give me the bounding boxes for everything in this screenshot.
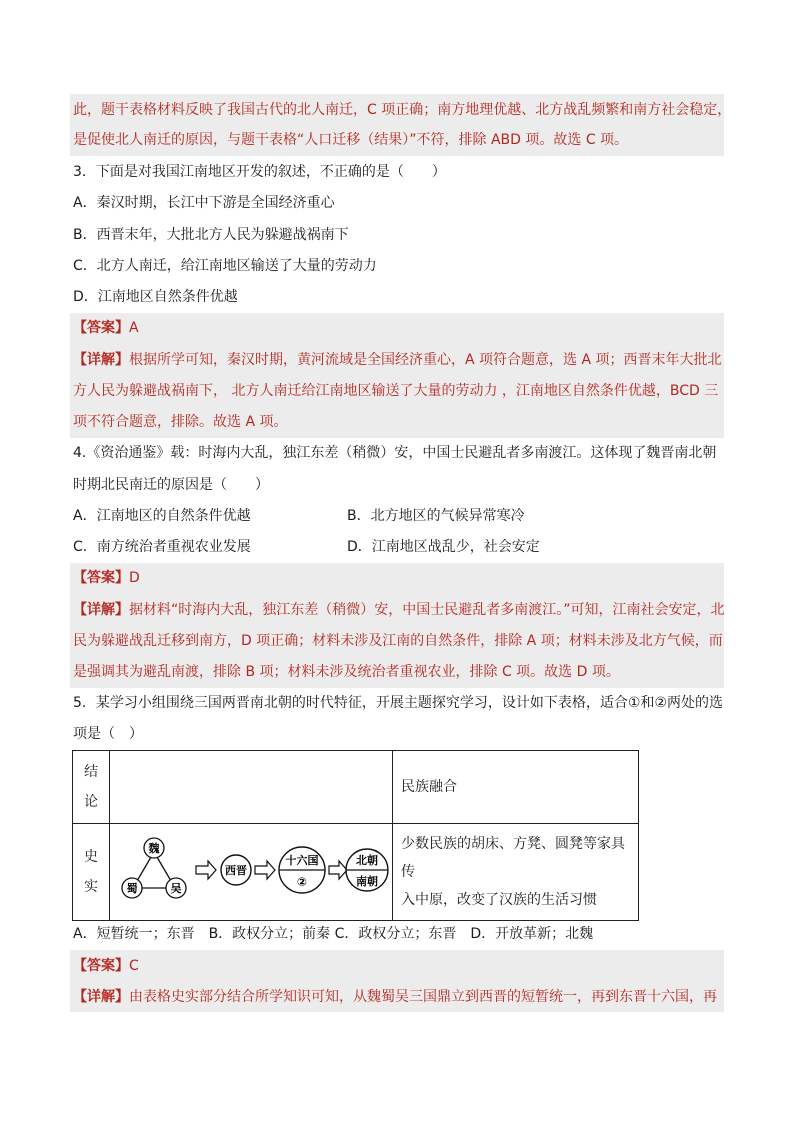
detail-text: 由表格史实部分结合所学知识可知，从魏蜀吴三国鼎立到西晋的短暂统一，再到东晋十六国，再	[129, 989, 717, 1005]
row-head-conclusion	[73, 751, 110, 824]
answer-value: C	[129, 958, 139, 974]
q4-answer	[73, 568, 140, 588]
q3-answer	[73, 318, 139, 338]
prev-explanation-line: 此，题干表格材料反映了我国古代的北人南迁，C 项正确；南方地理优越、北方战乱频繁和南方社会稳定，	[73, 102, 732, 118]
q5-options: A．短暂统一；东晋 B．政权分立；前秦 C．政权分立；东晋 D．开放革新；北魏	[73, 926, 594, 942]
wu-label: 吴	[170, 882, 182, 895]
detail-tag: 【详解】	[73, 602, 129, 618]
table-row-conclusion	[73, 751, 639, 824]
q4-detail-line	[73, 600, 725, 620]
row-head-facts	[73, 824, 110, 921]
question-5-stem: 项是（ ）	[73, 726, 143, 742]
answer-tag: 【答案】	[73, 958, 129, 974]
q4-option-b: B．北方地区的气候异常寒冷	[347, 508, 525, 524]
shiliuguo-label: 十六国	[285, 854, 319, 867]
facts-cell	[393, 824, 639, 921]
q3-detail-line	[73, 350, 722, 370]
q5-table	[72, 750, 639, 921]
arrow-icon	[196, 861, 216, 879]
row-head-char: 结	[84, 764, 98, 780]
answer-tag: 【答案】	[73, 570, 129, 586]
q3-option-c: C．北方人南迁，给江南地区输送了大量的劳动力	[73, 258, 377, 274]
q4-detail-line: 民为躲避战乱迁移到南方，D 项正确；材料未涉及江南的自然条件，排除 A 项；材料未涉及北方气候，而	[73, 633, 723, 649]
q3-option-a: A．秦汉时期，长江中下游是全国经济重心	[73, 195, 335, 211]
question-4-stem: 4.《资治通鉴》载：时海内大乱，独江东差（稍微）安，中国士民避乱者多南渡江。这体现了魏晋南北朝	[73, 445, 717, 461]
answer-tag: 【答案】	[73, 320, 129, 336]
q3-detail-line: 方人民为躲避战祸南下， 北方人南迁给江南地区输送了大量的劳动力 ，江南地区自然条件优越，BCD 三	[73, 383, 719, 399]
circled-2-label: ②	[296, 875, 308, 889]
q5-answer	[73, 956, 139, 976]
conclusion-text: 民族融合	[401, 779, 457, 795]
q4-option-d: D．江南地区战乱少，社会安定	[347, 539, 540, 555]
wei-label: 魏	[148, 842, 160, 855]
detail-text: 据材料“时海内大乱，独江东差（稍微）安，中国士民避乱者多南渡江。”可知，江南社会安定，北	[129, 602, 725, 618]
blank-cell-1	[110, 751, 393, 824]
conclusion-cell	[393, 751, 639, 824]
question-3-stem: 3．下面是对我国江南地区开发的叙述，不正确的是（ ）	[73, 164, 446, 180]
question-4-stem: 时期北民南迁的原因是（ ）	[73, 477, 269, 493]
q5-detail-line	[73, 987, 717, 1007]
beichao-label: 北朝	[356, 854, 378, 867]
row-head-char: 论	[84, 794, 98, 810]
q4-detail-line: 是强调其为避乱南渡，排除 B 项；材料未涉及统治者重视农业，排除 C 项。故选 D 项。	[73, 664, 620, 680]
q3-detail-line: 项不符合题意，排除。故选 A 项。	[73, 414, 288, 430]
answer-value: D	[129, 570, 140, 586]
history-diagram-cell	[110, 824, 393, 921]
facts-text: 少数民族的胡床、方凳、圆凳等家具传	[401, 836, 625, 880]
shu-label: 蜀	[126, 882, 138, 895]
row-head-char: 史	[84, 849, 98, 865]
arrow-icon	[255, 861, 275, 879]
q4-option-c: C．南方统治者重视农业发展	[73, 539, 251, 555]
answer-value: A	[129, 320, 139, 336]
row-head-char: 实	[84, 879, 98, 895]
facts-text: 入中原，改变了汉族的生活习惯	[401, 892, 597, 908]
history-diagram	[110, 824, 392, 916]
table-row-facts	[73, 824, 639, 921]
question-5-stem: 5．某学习小组围绕三国两晋南北朝的时代特征，开展主题探究学习，设计如下表格，适合①和②两处的选	[73, 695, 724, 711]
arrow-icon	[329, 861, 347, 879]
xijin-label: 西晋	[225, 864, 247, 877]
detail-tag: 【详解】	[73, 989, 129, 1005]
q3-option-d: D．江南地区自然条件优越	[73, 289, 238, 305]
q4-option-a: A．江南地区的自然条件优越	[73, 508, 251, 524]
nanchao-label: 南朝	[356, 875, 378, 888]
q3-option-b: B．西晋末年，大批北方人民为躲避战祸南下	[73, 227, 349, 243]
detail-text: 根据所学可知，秦汉时期，黄河流域是全国经济重心，A 项符合题意，选 A 项；西晋末年大批北	[129, 352, 722, 368]
prev-explanation-line: 是促使北人南迁的原因，与题干表格“人口迁移（结果）”不符，排除 ABD 项。故选 C 项。	[73, 132, 629, 148]
detail-tag: 【详解】	[73, 352, 129, 368]
